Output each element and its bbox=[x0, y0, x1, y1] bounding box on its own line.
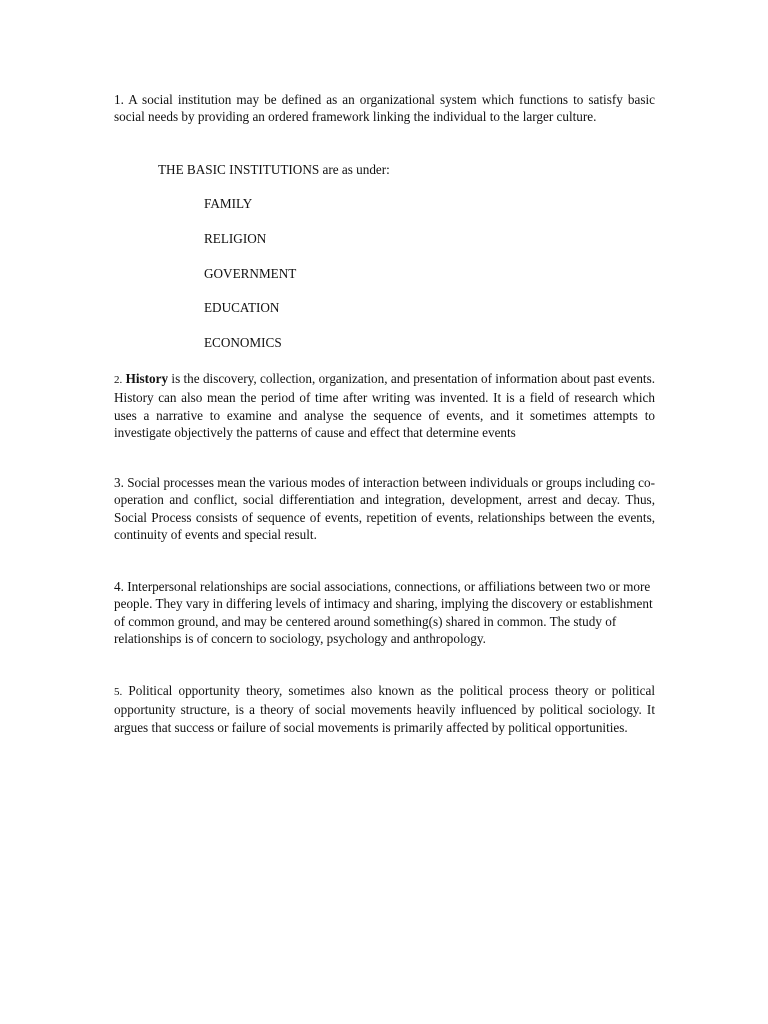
paragraph-4 bbox=[114, 578, 655, 648]
institution-item: EDUCATION bbox=[204, 300, 280, 316]
institutions-intro: THE BASIC INSTITUTIONS are as under: bbox=[158, 162, 390, 177]
paragraph-5 bbox=[114, 682, 655, 736]
paragraph-2-text: is the discovery, collection, organization, and presentation of information about past events. History can also mean the period of time after writing was invented. It is a field of research which uses a narrative to examine and analyse the sequence of events, and it sometimes attempts to investigate objectively the patterns of cause and effect that determine events bbox=[114, 371, 656, 441]
institution-item: GOVERNMENT bbox=[204, 265, 297, 281]
paragraph-5-text: Political opportunity theory, sometimes also known as the political process theory or political opportunity structure, is a theory of social movements heavily influenced by political sociology. It argues that success or failure of social movements is primarily affected by political opportunities. bbox=[114, 683, 655, 735]
paragraph-2-term: History bbox=[125, 371, 169, 386]
paragraph-3 bbox=[114, 474, 655, 544]
paragraph-2 bbox=[114, 370, 655, 442]
paragraph-2-number: 2. bbox=[114, 374, 123, 386]
institutions-list bbox=[204, 195, 296, 369]
paragraph-4-text: 4. Interpersonal relationships are social associations, connections, or affiliations between two or more people. They vary in differing levels of intimacy and sharing, implying the discovery or establishment of common ground, and may be centered around something(s) shared in common. The study of relationships is of concern to sociology, psychology and anthropology. bbox=[114, 579, 653, 647]
paragraph-5-number: 5. bbox=[114, 686, 123, 698]
institution-item: ECONOMICS bbox=[204, 335, 282, 351]
paragraph-3-text: 3. Social processes mean the various modes of interaction between individuals or groups including co-operation and conflict, social differentiation and integration, development, arrest and decay. Thus, Social Process consists of sequence of events, repetition of events, relationships between the events, continuity of events and special result. bbox=[114, 475, 655, 543]
institution-item: FAMILY bbox=[204, 196, 253, 211]
paragraph-1 bbox=[114, 91, 655, 126]
institution-item: RELIGION bbox=[204, 230, 267, 246]
paragraph-1-text: 1. A social institution may be defined as an organizational system which functions to satisfy basic social needs by providing an ordered framework linking the individual to the larger culture. bbox=[114, 92, 655, 125]
